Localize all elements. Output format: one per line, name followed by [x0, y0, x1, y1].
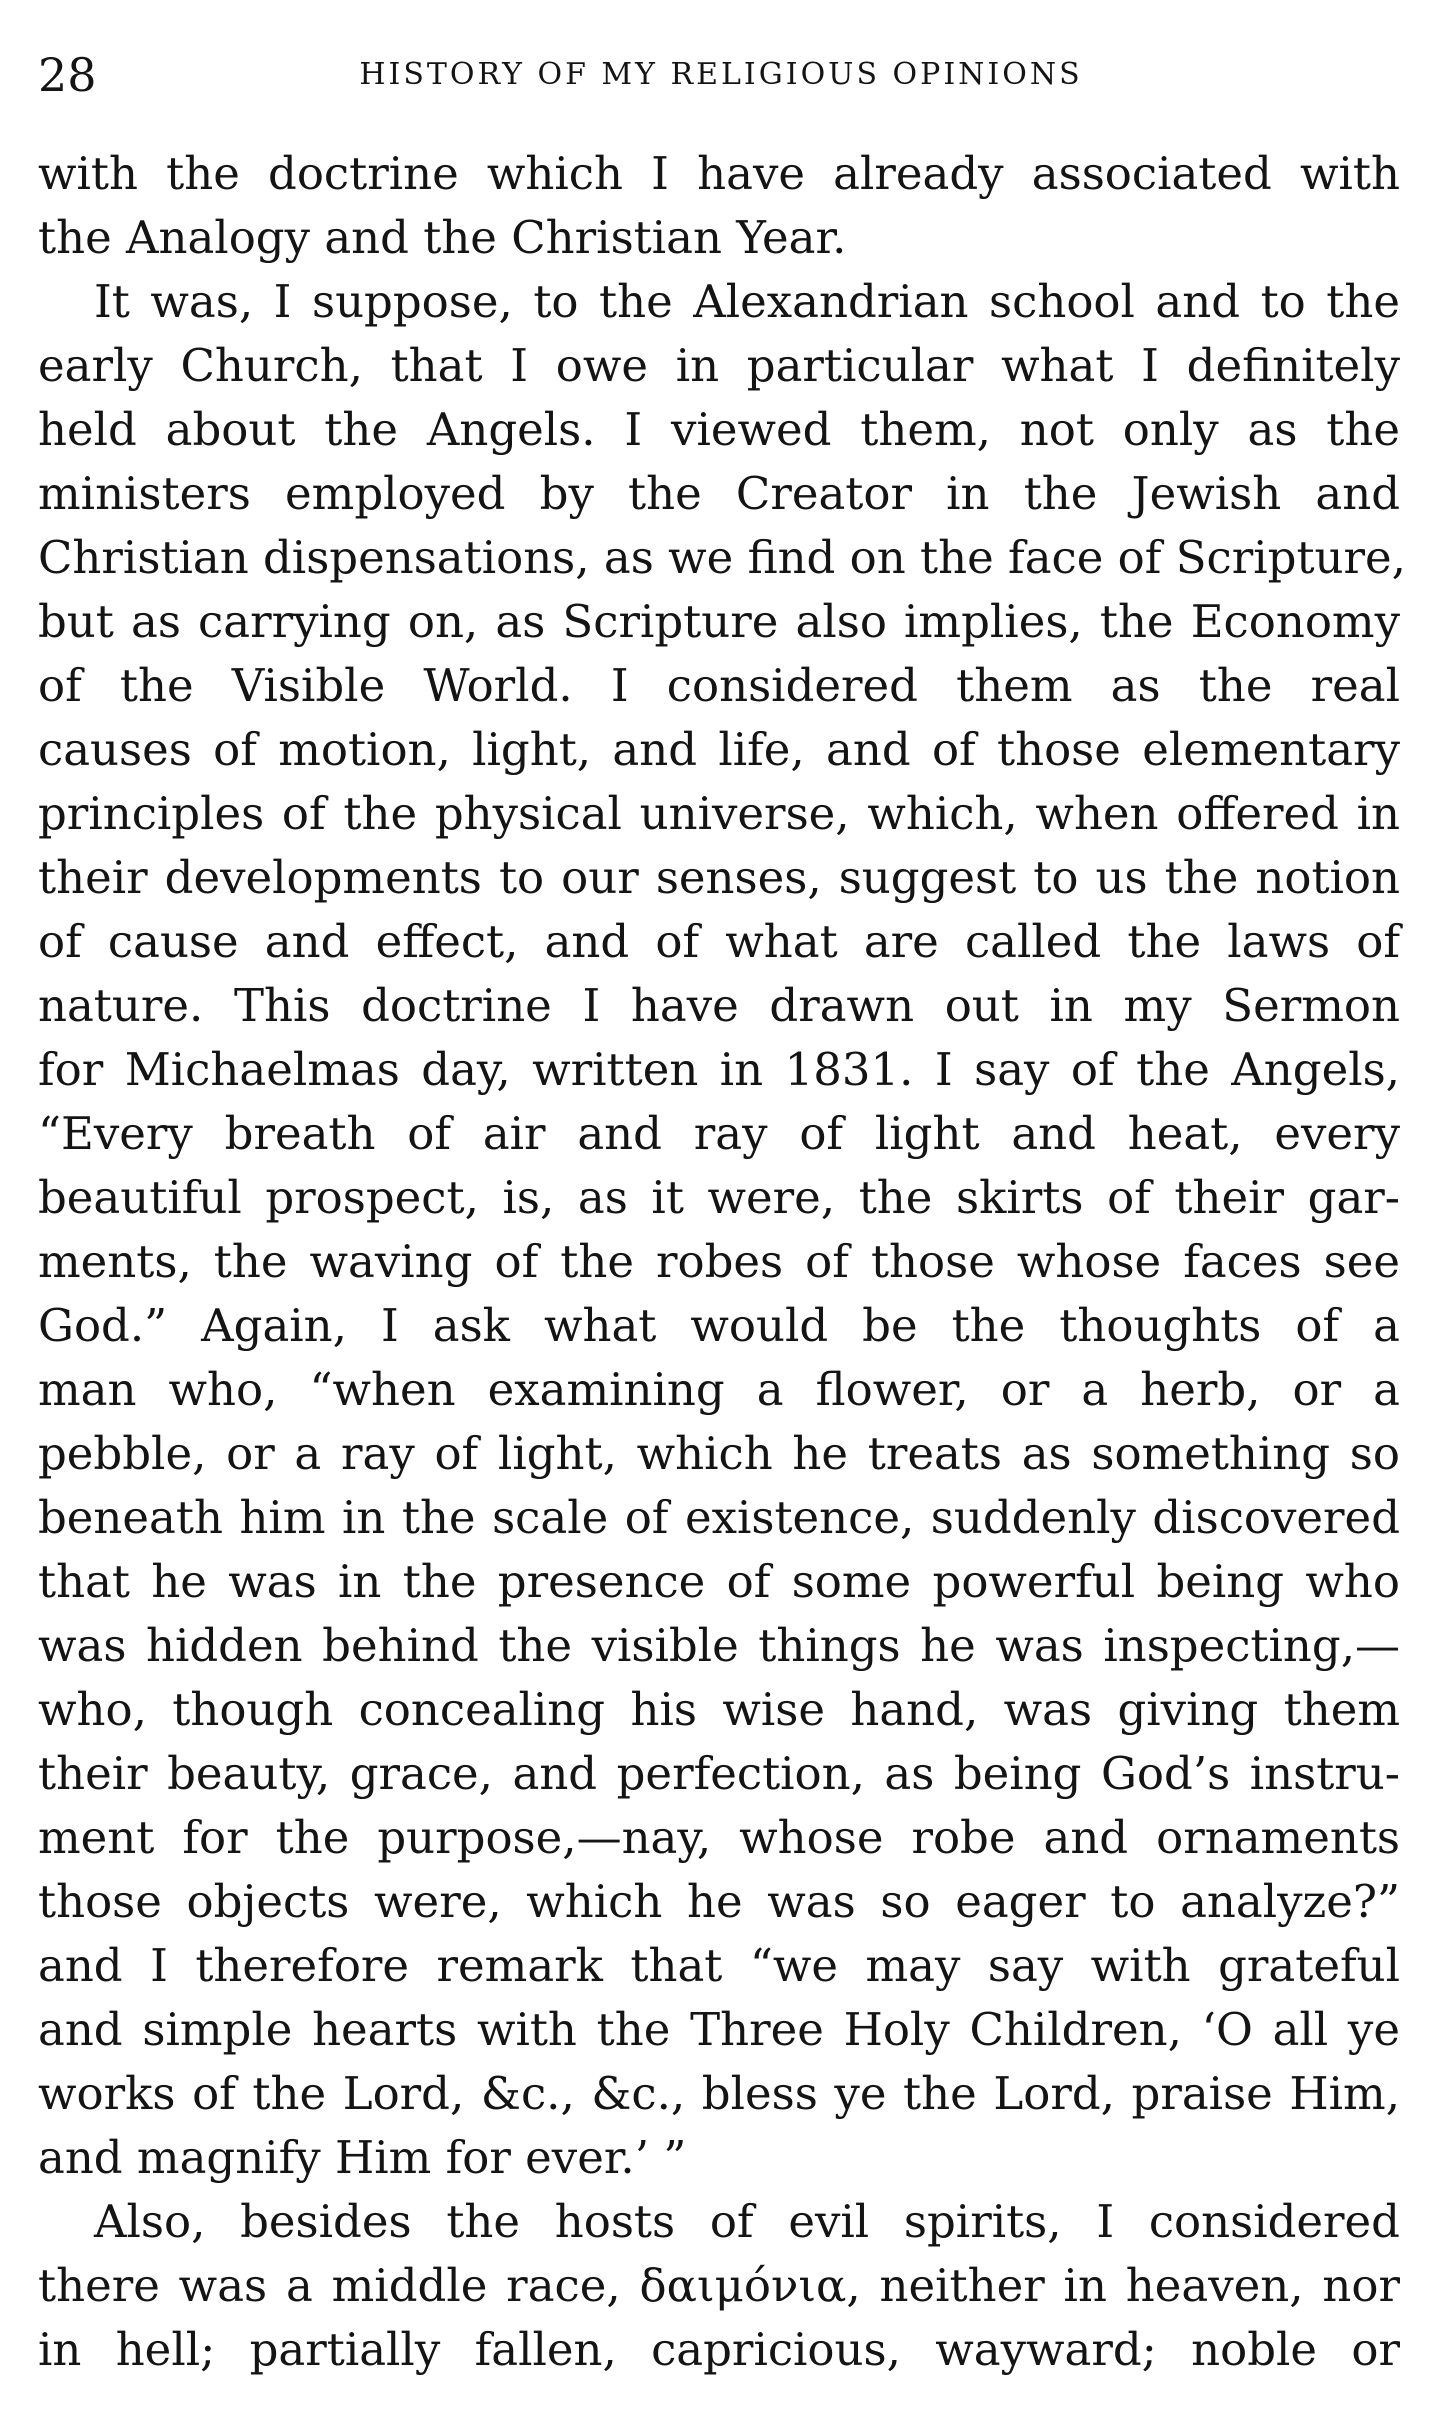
text-line: of the Visible World. I considered them as the real: [38, 659, 1400, 712]
paragraph-1: [38, 142, 1400, 270]
text-line: and I therefore remark that “we may say with grateful: [38, 1939, 1400, 1992]
text-line: with the doctrine which I have already associated with: [38, 147, 1400, 200]
text-line: “Every breath of air and ray of light and heat, every: [38, 1107, 1400, 1160]
text-line: Christian dispensations, as we find on the face of Scripture,: [38, 531, 1406, 584]
text-line: ments, the waving of the robes of those whose faces see: [38, 1235, 1400, 1288]
page-header: [38, 40, 1404, 110]
text-line: man who, “when examining a flower, or a herb, or a: [38, 1363, 1400, 1416]
text-line: their developments to our senses, suggest to us the notion: [38, 851, 1400, 904]
text-line: It was, I suppose, to the Alexandrian school and to the: [94, 275, 1400, 328]
text-line: of cause and effect, and of what are called the laws of: [38, 915, 1400, 968]
text-line: was hidden behind the visible things he was inspecting,—: [38, 1619, 1400, 1672]
text-line: nature. This doctrine I have drawn out in my Sermon: [38, 979, 1400, 1032]
text-line: their beauty, grace, and perfection, as being God’s instru-: [38, 1747, 1400, 1800]
text-line: Also, besides the hosts of evil spirits, I considered: [94, 2195, 1400, 2248]
text-line: pebble, or a ray of light, which he treats as something so: [38, 1427, 1400, 1480]
paragraph-3: [38, 2190, 1400, 2382]
page-number: 28: [38, 48, 97, 102]
running-title: HISTORY OF MY RELIGIOUS OPINIONS: [359, 57, 1083, 92]
text-line: for Michaelmas day, written in 1831. I say of the Angels,: [38, 1043, 1400, 1096]
text-line: ment for the purpose,—nay, whose robe and ornaments: [38, 1811, 1400, 1864]
text-line: in hell; partially fallen, capricious, wayward; noble or: [38, 2323, 1400, 2376]
text-line: who, though concealing his wise hand, was giving them: [38, 1683, 1400, 1736]
text-line: there was a middle race, δαιμόνια, neither in heaven, nor: [38, 2259, 1400, 2312]
text-line: that he was in the presence of some powerful being who: [38, 1555, 1400, 1608]
text-line: ministers employed by the Creator in the Jewish and: [38, 467, 1400, 520]
text-line: principles of the physical universe, which, when offered in: [38, 787, 1400, 840]
text-line: and simple hearts with the Three Holy Children, ‘O all ye: [38, 2003, 1400, 2056]
text-line: but as carrying on, as Scripture also implies, the Economy: [38, 595, 1400, 648]
text-line: early Church, that I owe in particular what I definitely: [38, 339, 1400, 392]
paragraph-2: [38, 270, 1406, 2190]
text-line: the Analogy and the Christian Year.: [38, 211, 847, 264]
text-line: works of the Lord, &c., &c., bless ye the Lord, praise Him,: [38, 2067, 1400, 2120]
body-text: [38, 142, 1406, 2382]
text-line: those objects were, which he was so eager to analyze?”: [38, 1875, 1400, 1928]
text-line: God.” Again, I ask what would be the thoughts of a: [38, 1299, 1400, 1352]
text-line: causes of motion, light, and life, and of those elementary: [38, 723, 1400, 776]
text-line: held about the Angels. I viewed them, not only as the: [38, 403, 1400, 456]
text-line: beneath him in the scale of existence, suddenly discovered: [38, 1491, 1400, 1544]
text-line: beautiful prospect, is, as it were, the skirts of their gar-: [38, 1171, 1400, 1224]
text-line: and magnify Him for ever.’ ”: [38, 2131, 687, 2184]
